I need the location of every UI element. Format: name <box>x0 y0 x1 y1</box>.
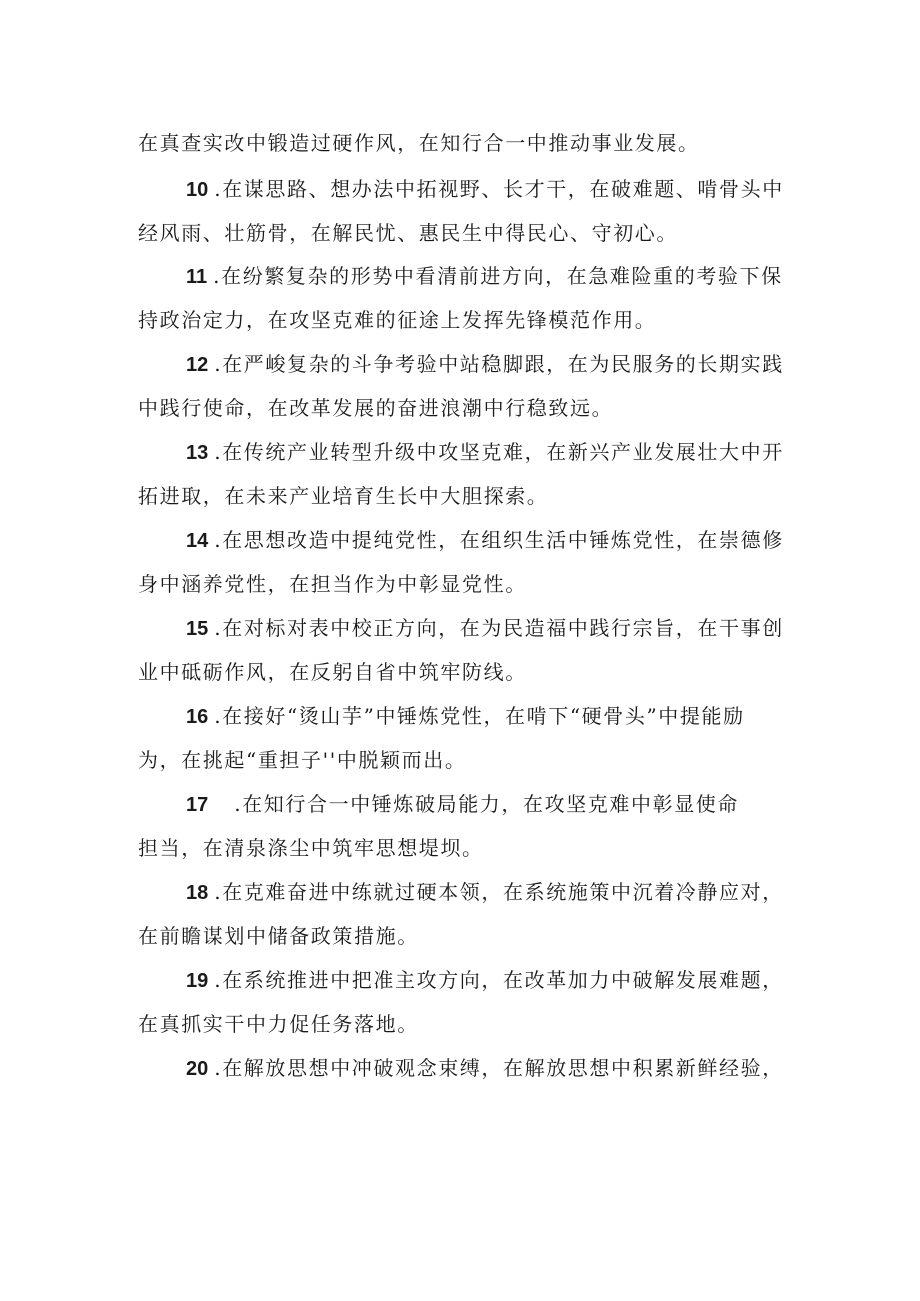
item-text: .在纷繁复杂的形势中看清前进方向，在急难险重的考验下保 <box>213 264 783 288</box>
item-text: .在接好“烫山芋”中锤炼党性，在啃下“硬骨头”中提能励 <box>214 704 745 728</box>
list-item-16-line1 <box>186 704 745 729</box>
list-item-11-line1 <box>186 264 783 289</box>
list-item-14-line2: 身中涵养党性，在担当作为中彰显党性。 <box>138 572 527 596</box>
list-item-17-line1 <box>186 792 739 817</box>
list-item-17-line2: 担当，在清泉涤尘中筑牢思想堤坝。 <box>138 836 484 860</box>
item-number: 19 <box>186 970 209 992</box>
list-item-12-line2: 中践行使命，在改革发展的奋进浪潮中行稳致远。 <box>138 396 614 420</box>
item-number: 10 <box>186 179 209 201</box>
item-text: .在对标对表中校正方向，在为民造福中践行宗旨，在干事创 <box>214 616 784 640</box>
item-text: .在系统推进中把准主攻方向，在改革加力中破解发展难题， <box>214 968 784 992</box>
item-number: 16 <box>186 706 209 728</box>
list-item-15-line2: 业中砥砺作风，在反躬自省中筑牢防线。 <box>138 660 527 684</box>
list-item-13-line2: 拓进取，在未来产业培育生长中大胆探索。 <box>138 484 549 508</box>
list-item-19-line1 <box>186 968 784 993</box>
list-item-18-line1 <box>186 880 784 905</box>
item-text: .在传统产业转型升级中攻坚克难，在新兴产业发展壮大中开 <box>214 440 784 464</box>
item-text: .在知行合一中锤炼破局能力，在攻坚克难中彰显使命 <box>234 792 740 816</box>
list-item-14-line1 <box>186 528 784 553</box>
item-number: 14 <box>186 530 209 552</box>
item-text: .在严峻复杂的斗争考验中站稳脚跟，在为民服务的长期实践 <box>214 352 784 376</box>
list-item-16-line2: 为，在挑起“重担子''中脱颖而出。 <box>138 748 467 772</box>
item-number: 15 <box>186 618 209 640</box>
list-item-19-line2: 在真抓实干中力促任务落地。 <box>138 1012 419 1036</box>
list-item-10-line2: 经风雨、壮筋骨，在解民忧、惠民生中得民心、守初心。 <box>138 221 678 245</box>
item-text: .在克难奋进中练就过硬本领，在系统施策中沉着冷静应对， <box>214 880 784 904</box>
list-item-12-line1 <box>186 352 784 377</box>
item-text: .在谋思路、想办法中拓视野、长才干，在破难题、啃骨头中 <box>214 177 784 201</box>
item-number: 18 <box>186 882 209 904</box>
list-item-10-line1 <box>186 177 784 202</box>
list-item-13-line1 <box>186 440 784 465</box>
list-item-15-line1 <box>186 616 784 641</box>
item-number: 12 <box>186 354 209 376</box>
list-item-20-line1 <box>186 1056 784 1081</box>
list-item-11-line2: 持政治定力，在攻坚克难的征途上发挥先锋模范作用。 <box>138 308 657 332</box>
item-text: .在解放思想中冲破观念束缚，在解放思想中积累新鲜经验， <box>214 1056 784 1080</box>
item-number: 11 <box>186 266 208 288</box>
item-number: 20 <box>186 1058 209 1080</box>
continuation-line: 在真查实改中锻造过硬作风，在知行合一中推动事业发展。 <box>138 131 700 155</box>
item-number: 17 <box>186 794 209 816</box>
item-text: .在思想改造中提纯党性，在组织生活中锤炼党性，在崇德修 <box>214 528 784 552</box>
list-item-18-line2: 在前瞻谋划中储备政策措施。 <box>138 924 419 948</box>
item-number: 13 <box>186 442 209 464</box>
